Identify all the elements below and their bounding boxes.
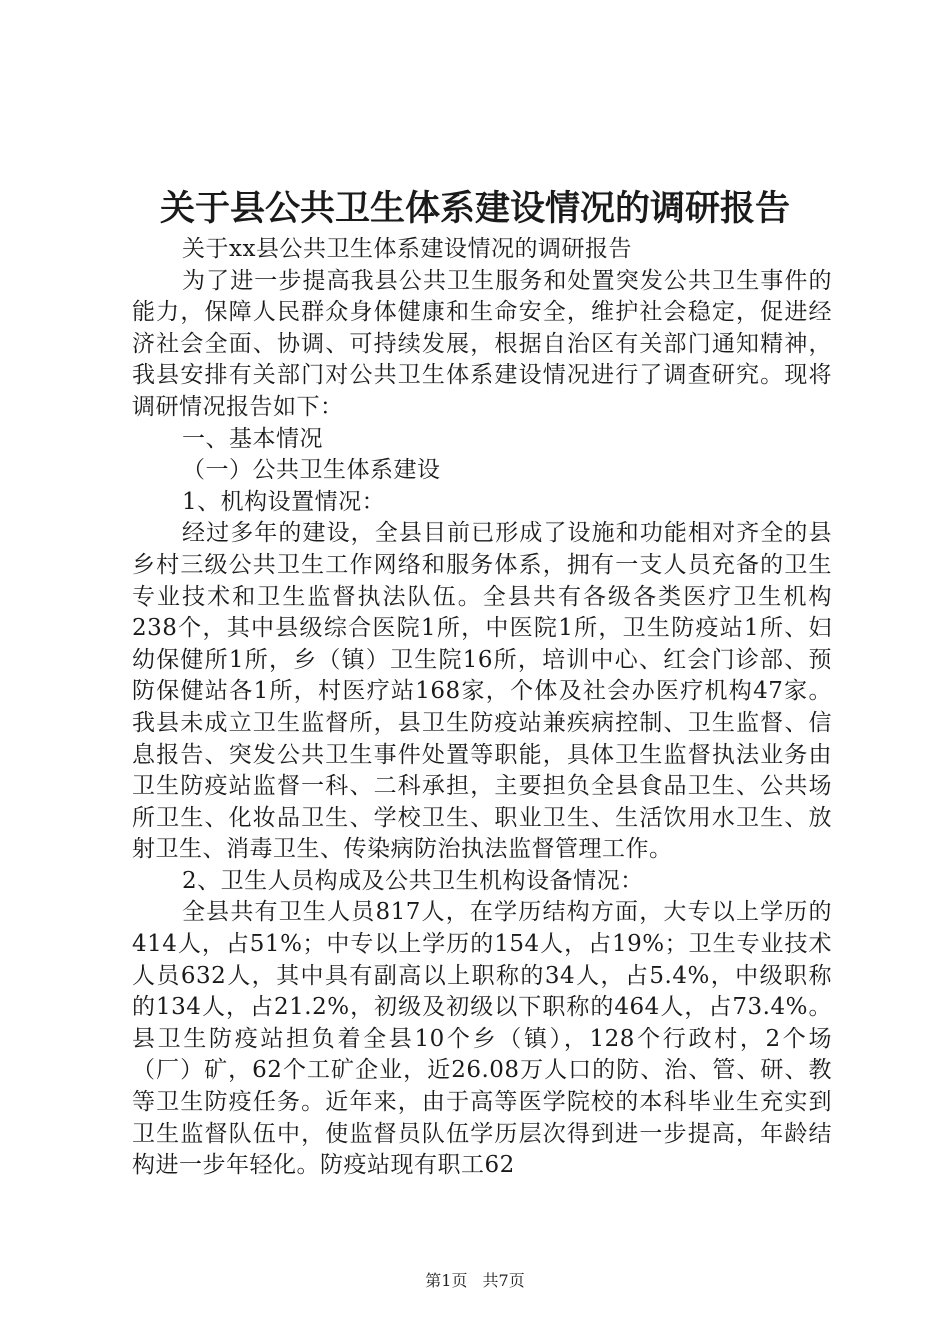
- report-subtitle: 关于xx县公共卫生体系建设情况的调研报告: [182, 236, 632, 262]
- item-heading-personnel: 2、卫生人员构成及公共卫生机构设备情况：: [182, 867, 644, 894]
- section-heading-basic: 一、基本情况: [182, 425, 323, 452]
- document-title: 关于县公共卫生体系建设情况的调研报告: [159, 188, 790, 229]
- personnel-paragraph: 全县共有卫生人员817人，在学历结构方面，大专以上学历的414人，占51%；中专以上学历的154人，占19%；卫生专业技术人员632人，其中具有副高以上职称的34人，占5.4%，中级职称的134人，占21.2%，初级及初级以下职称的464人，占73.4%。县卫生防疫站担负着全县10个乡（镇），128个行政村，2个场（厂）矿，62个工矿企业，近26.08万人口的防、治、管、研、教等卫生防疫任务。近年来，由于高等医学院校的本科毕业生充实到卫生监督队伍中，使监督员队伍学历层次得到进一步提高，年龄结构进一步年轻化。防疫站现有职工62: [132, 899, 832, 1179]
- subsection-heading-system: （一）公共卫生体系建设: [182, 457, 441, 484]
- page-total: 共7页: [482, 1271, 525, 1290]
- document-body: [132, 234, 832, 1182]
- page-footer: [0, 1271, 950, 1291]
- page-number: 第1页: [425, 1271, 468, 1290]
- institutions-paragraph: 经过多年的建设，全县目前已形成了设施和功能相对齐全的县乡村三级公共卫生工作网络和服务体系，拥有一支人员充备的卫生专业技术和卫生监督执法队伍。全县共有各级各类医疗卫生机构238个，其中县级综合医院1所，中医院1所，卫生防疫站1所、妇幼保健所1所，乡（镇）卫生院16所，培训中心、红会门诊部、预防保健站各1所，村医疗站168家，个体及社会办医疗机构47家。我县未成立卫生监督所，县卫生防疫站兼疾病控制、卫生监督、信息报告、突发公共卫生事件处置等职能，具体卫生监督执法业务由卫生防疫站监督一科、二科承担，主要担负全县食品卫生、公共场所卫生、化妆品卫生、学校卫生、职业卫生、生活饮用水卫生、放射卫生、消毒卫生、传染病防治执法监督管理工作。: [132, 520, 832, 863]
- item-heading-institutions: 1、机构设置情况：: [182, 488, 386, 515]
- intro-paragraph: 为了进一步提高我县公共卫生服务和处置突发公共卫生事件的能力，保障人民群众身体健康和生命安全，维护社会稳定，促进经济社会全面、协调、可持续发展，根据自治区有关部门通知精神，我县安排有关部门对公共卫生体系建设情况进行了调查研究。现将调研情况报告如下：: [132, 267, 832, 420]
